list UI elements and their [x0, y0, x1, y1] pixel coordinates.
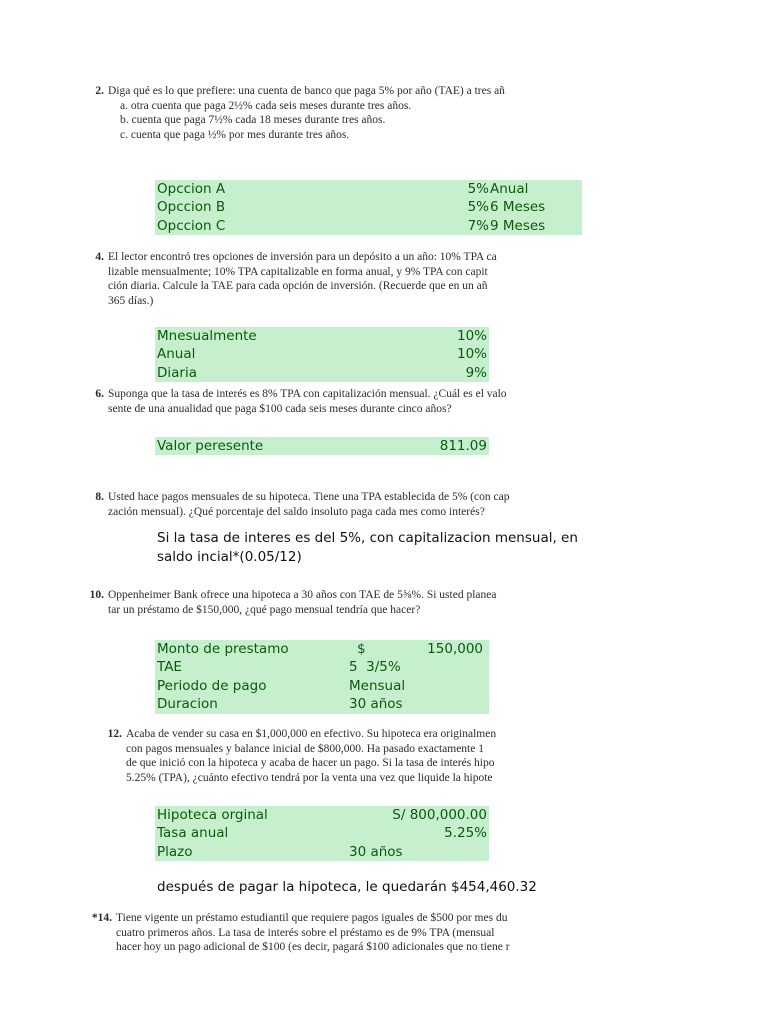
cell-label: Opccion A [157, 181, 226, 197]
question-number: 4. [95, 251, 104, 263]
cell-value: 9% [465, 364, 487, 381]
table-question-2 [155, 180, 582, 235]
cell-mid: 30 años [349, 696, 403, 713]
table-row [155, 824, 489, 842]
question-line: 365 días.) [108, 294, 154, 307]
table-question-4 [155, 327, 489, 382]
question-line: 5.25% (TPA), ¿cuánto efectivo tendrá por la venta una vez que liquide la hipote [126, 771, 493, 784]
question-line: ción diaria. Calcule la TAE para cada opción de inversión. (Recuerde que en un añ [108, 280, 488, 292]
question-line: zación mensual). ¿Qué porcentaje del saldo insoluto paga cada mes como interés? [108, 505, 485, 518]
cell-label: Tasa anual [157, 825, 229, 842]
cell-mid: $ [357, 641, 366, 657]
table-row [155, 843, 489, 861]
question-line: de que inició con la hipoteca y acaba de hacer un pago. Si la tasa de interés hipo [126, 757, 495, 769]
cell-value: 811.09 [439, 438, 487, 454]
cell-label: Plazo [157, 843, 193, 860]
cell-label: Mnesualmente [157, 328, 257, 344]
table-question-12 [155, 806, 489, 861]
cell-mid: Mensual [349, 677, 406, 694]
cell-extra: 9 Meses [490, 217, 546, 234]
question-12 [70, 727, 582, 785]
question-number: 10. [89, 589, 104, 601]
question-line: Suponga que la tasa de interés es 8% TPA con capitalización mensual. ¿Cuál es el valo [108, 388, 507, 400]
cell-label: Opccion C [157, 217, 226, 234]
option-b: b. cuenta que paga 7½% cada 18 meses durante tres años. [120, 114, 386, 126]
question-line: con pagos mensuales y balance inicial de $800,000. Ha pasado exactamente 1 [126, 742, 484, 755]
question-4 [70, 250, 582, 308]
cell-label: Opccion B [157, 199, 226, 216]
cell-value: 5.25% [444, 825, 487, 842]
question-8 [70, 490, 582, 519]
question-number: 2. [95, 85, 104, 97]
table-row [155, 364, 489, 382]
question-2 [70, 84, 582, 142]
question-14 [70, 911, 582, 955]
answer-line: Si la tasa de interes es del 5%, con capitalizacion mensual, en [157, 530, 578, 546]
cell-value: 150,000 [427, 641, 483, 657]
question-number: 8. [95, 491, 104, 503]
cell-label: Monto de prestamo [157, 641, 289, 657]
option-a: a. otra cuenta que paga 2½% cada seis meses durante tres años. [120, 99, 412, 112]
table-row [155, 640, 489, 658]
question-line: Usted hace pagos mensuales de su hipoteca. Tiene una TPA establecida de 5% (con cap [108, 491, 510, 503]
table-row [155, 217, 582, 235]
table-row [155, 180, 582, 198]
cell-mid: 30 años [349, 843, 403, 860]
question-number: 6. [95, 388, 104, 400]
table-row [155, 695, 489, 713]
table-row [155, 658, 489, 676]
cell-value: S/ 800,000.00 [392, 807, 487, 823]
table-row [155, 677, 489, 695]
question-line: El lector encontró tres opciones de inversión para un depósito a un año: 10% TPA ca [108, 251, 497, 263]
cell-label: Hipoteca orginal [157, 807, 268, 823]
cell-label: Diaria [157, 364, 197, 381]
question-text: Diga qué es lo que prefiere: una cuenta de banco que paga 5% por año (TAE) a tres añ [108, 85, 505, 97]
cell-label: TAE [157, 659, 182, 676]
question-6 [70, 387, 582, 416]
table-row [155, 437, 489, 455]
table-row [155, 327, 489, 345]
cell-extra: Anual [490, 181, 529, 197]
question-line: Acaba de vender su casa en $1,000,000 en efectivo. Su hipoteca era originalmen [126, 728, 497, 740]
question-line: tar un préstamo de $150,000, ¿qué pago mensual tendría que hacer? [108, 603, 421, 616]
question-line: cuatro primeros años. La tasa de interés sobre el préstamo es de 9% TPA (mensual [116, 926, 495, 939]
answer-question-8 [157, 529, 582, 566]
table-question-6 [155, 437, 489, 455]
cell-value: 5% [467, 199, 489, 216]
cell-value: 7% [467, 217, 489, 234]
cell-mid: 5 3/5% [349, 659, 401, 676]
question-line: Tiene vigente un préstamo estudiantil que requiere pagos iguales de $500 por mes du [116, 912, 508, 924]
table-row [155, 345, 489, 363]
question-number: *14. [91, 912, 112, 924]
answer-line: saldo incial*(0.05/12) [157, 548, 302, 565]
option-c: c. cuenta que paga ½% por mes durante tres años. [120, 128, 350, 141]
cell-value: 10% [456, 328, 487, 344]
cell-extra: 6 Meses [490, 199, 546, 216]
table-row [155, 198, 582, 216]
cell-value: 5% [467, 181, 489, 197]
answer-question-12: después de pagar la hipoteca, le quedarán $454,460.32 [157, 879, 537, 895]
question-line: sente de una anualidad que paga $100 cada seis meses durante cinco años? [108, 402, 452, 415]
cell-label: Anual [157, 346, 196, 363]
cell-value: 10% [456, 346, 487, 363]
table-row [155, 806, 489, 824]
question-10 [70, 588, 582, 617]
question-line: hacer hoy un pago adicional de $100 (es decir, pagará $100 adicionales que no tiene r [116, 941, 510, 953]
question-line: lizable mensualmente; 10% TPA capitalizable en forma anual, y 9% TPA con capit [108, 265, 488, 278]
cell-label: Valor peresente [157, 438, 264, 454]
cell-label: Periodo de pago [157, 677, 267, 694]
cell-label: Duracion [157, 696, 218, 713]
question-number: 12. [107, 728, 122, 740]
table-question-10 [155, 640, 489, 714]
question-line: Oppenheimer Bank ofrece una hipoteca a 30 años con TAE de 5⅝%. Si usted planea [108, 589, 497, 601]
